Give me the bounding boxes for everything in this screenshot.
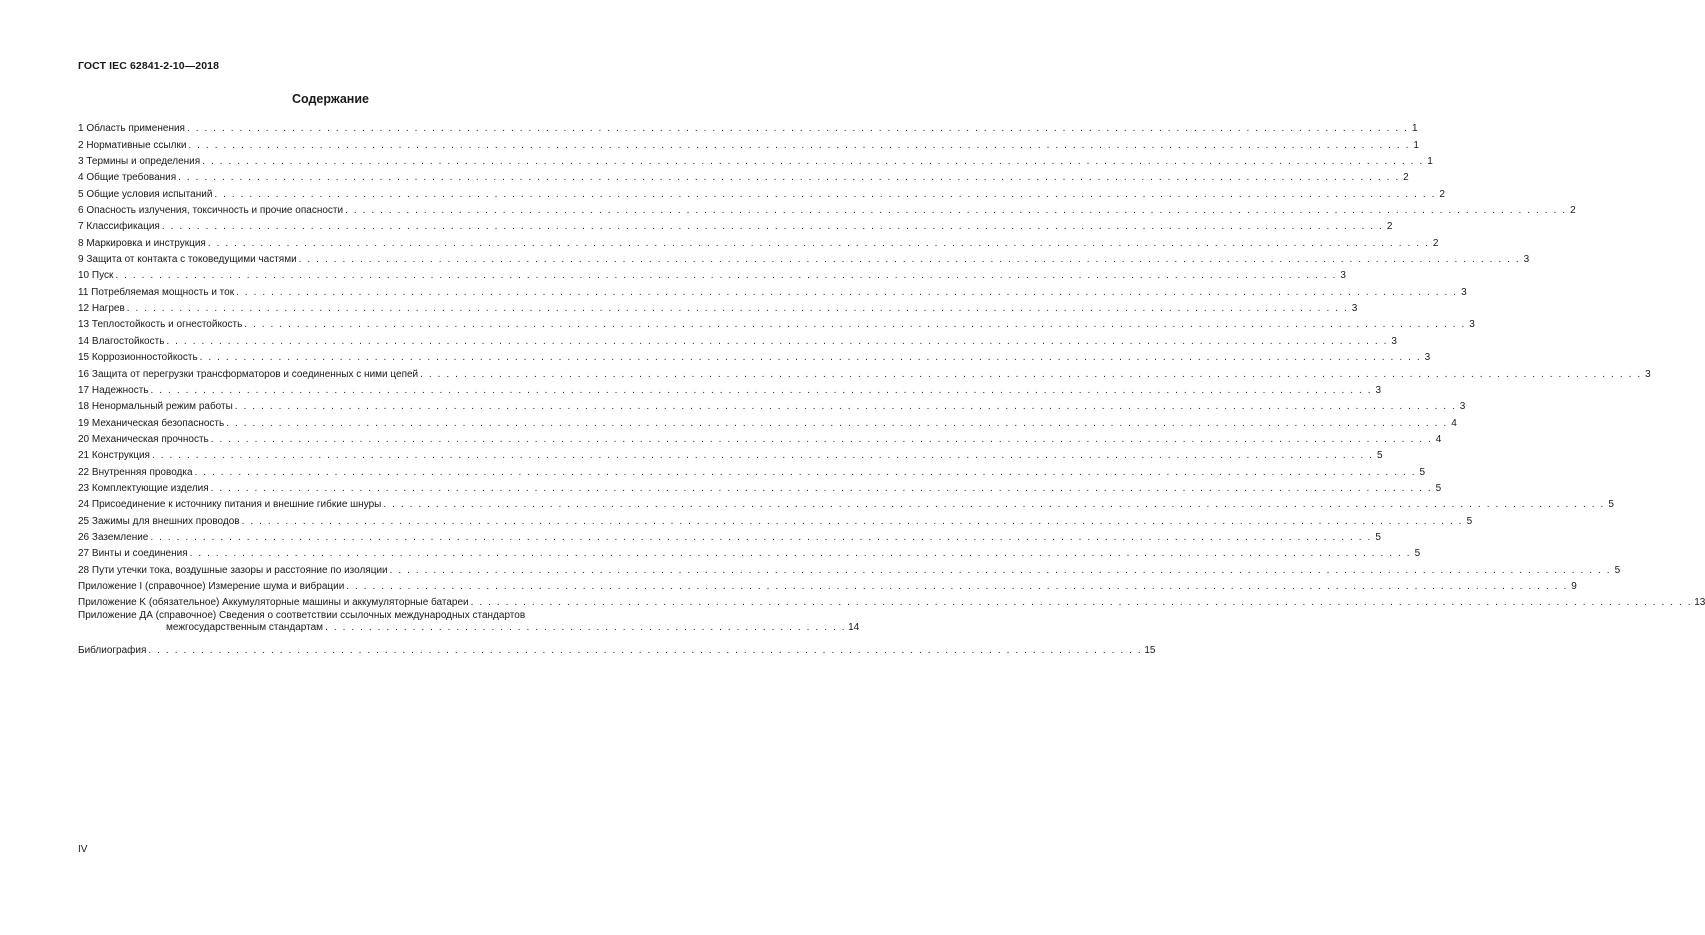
toc-entry-page: 3 <box>1375 384 1382 396</box>
toc-entry-label: Приложение I (справочное) Измерение шума и вибрации <box>78 580 345 592</box>
toc-entry-label: 7 Классификация <box>78 221 160 233</box>
toc-entry-label: 28 Пути утечки тока, воздушные зазоры и расстояние по изоляции <box>78 564 388 576</box>
toc-entry-label: Библиография <box>78 644 147 656</box>
toc-entry-page: 9 <box>1571 580 1577 592</box>
toc-entry-page: 5 <box>1414 548 1421 560</box>
toc-entry[interactable] <box>78 479 1442 495</box>
toc-entry-page: 15 <box>1144 644 1156 656</box>
toc-entry-label: 20 Механическая прочность <box>78 433 209 445</box>
toc-entry-page: 2 <box>1386 221 1393 233</box>
toc-entry[interactable] <box>78 397 1466 413</box>
toc-entry-page: 3 <box>1461 286 1467 298</box>
toc-leader: . . . . . . . . . . . . . . . . . . . . . . . . . . . . . . . . . . . . . . . . . . . . . . . . . . . . . . . . . . . . . . . . . . . . . . . . . . . . . . . . . . . . . . . . . . . . . . . . . . . . . . . . . . . . . . . . . . . . . . . . . . . . . . . . . . . . . . . . . . . . <box>161 221 1384 233</box>
toc-entry[interactable] <box>78 282 1467 298</box>
toc-entry[interactable] <box>78 593 1705 609</box>
toc-entry-page: 3 <box>1424 352 1431 364</box>
toc-entry-label: 18 Ненормальный режим работы <box>78 401 233 413</box>
toc-leader: . . . . . . . . . . . . . . . . . . . . . . . . . . . . . . . . . . . . . . . . . . . . . . . . . . . . . . . . . . . . . . . . . . . . . . . . . . . . . . . . . . . . . . . . . . . . . . . . . . . . . . . . . . . . . . . . . . . . . . . . . . . . . . . . . . . . . . . . . . . . <box>236 286 1458 298</box>
toc-leader: . . . . . . . . . . . . . . . . . . . . . . . . . . . . . . . . . . . . . . . . . . . . . . . . . . . . . . . . . . . . . . . . . . . . . . . . . . . . . . . . . . . . . . . . . . . . . . . . . . . . . . . . . . . . . . . . . . . . . . . . . . . . . . . . . . . . . . . . . . . . <box>202 156 1424 168</box>
toc-entry-label: 3 Термины и определения <box>78 156 201 168</box>
toc-entry[interactable] <box>78 184 1445 200</box>
toc-entry-label: 11 Потребляемая мощность и ток <box>78 286 235 298</box>
toc-entry-page: 3 <box>1459 401 1466 413</box>
toc-leader: . . . . . . . . . . . . . . . . . . . . . . . . . . . . . . . . . . . . . . . . . . . . . . . . . . . . . . . . . . . . . . . . . . . . . . . . . . . . . . . . . . . . . . . . . . . . . . . . . . . . . . . . . . . . . . . . . . . . . . . . . . . . . . . . . . . . . . . . . . . . <box>150 384 1373 396</box>
toc-entry-page: 1 <box>1427 156 1433 168</box>
toc-entry[interactable] <box>78 152 1433 168</box>
toc-entry-page: 14 <box>848 622 860 634</box>
toc-entry[interactable] <box>78 315 1475 331</box>
toc-leader: . . . . . . . . . . . . . . . . . . . . . . . . . . . . . . . . . . . . . . . . . . . . . . . . . . . . . . . . . . . . . . . . . . . . . . . . . . . . . . . . . . . . . . . . . . . . . . . . . . . . . . . . . . . . . . . . . . . . . . . . . . . . . . . . . . . . . . . . . . . . <box>345 205 1567 217</box>
toc-entry[interactable] <box>78 381 1382 397</box>
toc-entry-page: 4 <box>1451 417 1457 429</box>
toc-entry-page: 5 <box>1375 531 1381 543</box>
toc-entry-label: Приложение ДА (справочное) Сведения о соответствии ссылочных международных стандартов <box>78 610 526 622</box>
toc-entry-label: 2 Нормативные ссылки <box>78 139 187 151</box>
toc-entry-label: 16 Защита от перегрузки трансформаторов и соединенных с ними цепей <box>78 368 419 380</box>
toc-leader: . . . . . . . . . . . . . . . . . . . . . . . . . . . . . . . . . . . . . . . . . . . . . . . . . . . . . . . . . . . . . . . . . . . . . . . . . . . . . . . . . . . . . . . . . . . . . . . . . . . . . . . . . . . . . . . . . . . . . . . . . . . . . . . . . . . . . . . . . . . . <box>210 482 1433 494</box>
page-title: Содержание <box>291 92 369 106</box>
toc-entry[interactable] <box>78 119 1418 135</box>
toc-leader: . . . . . . . . . . . . . . . . . . . . . . . . . . . . . . . . . . . . . . . . . . . . . . . . . . . . . . . . . . . . . . . . . . . . . . . . . . . . . . . . . . . . . . . . . . . . . . . . . . . . . . . . . . . . . . . . . . . . . . . . . . . . . . . . . . . . . . . . . . . . <box>470 597 1693 609</box>
toc-entry[interactable] <box>78 511 1473 527</box>
toc-leader: . . . . . . . . . . . . . . . . . . . . . . . . . . . . . . . . . . . . . . . . . . . . . . . . . . . . . . . . . . . . . . . . . . . . . . . . . . . . . . . . . . . . . . . . . . . . . . . . . . . . . . . . . . . . . . . . . . . . . . . . . . . . . . . . . . . . . . . . . . . . <box>226 417 1448 429</box>
toc-entry-bibliography[interactable] <box>78 640 1156 656</box>
toc-entry-label: 6 Опасность излучения, токсичность и прочие опасности <box>78 205 344 217</box>
toc-entry-label: Приложение K (обязательное) Аккумуляторные машины и аккумуляторные батареи <box>78 597 469 609</box>
toc-entry-label: 26 Заземление <box>78 531 149 543</box>
toc-entry-label: 8 Маркировка и инструкция <box>78 237 206 249</box>
toc-entry-label: 23 Комплектующие изделия <box>78 482 209 494</box>
toc-entry-page: 4 <box>1435 433 1442 445</box>
toc-entry-label: 19 Механическая безопасность <box>78 417 225 429</box>
toc-leader: . . . . . . . . . . . . . . . . . . . . . . . . . . . . . . . . . . . . . . . . . . . . . . . . . . . . . . . . . . . . . . . . . . . . . . . . . . . . . . . . . . . . . . . . . . . . . . . . . . . . . . . . . . . . . . . . . . . . . . . . . . . . . . . . . . . . . . . . . . . . <box>126 303 1349 315</box>
toc-entry-page: 2 <box>1439 188 1445 200</box>
toc-entry[interactable] <box>78 201 1576 217</box>
toc-entry[interactable] <box>78 413 1457 429</box>
toc-entry-page: 3 <box>1469 319 1475 331</box>
toc-entry-label: 9 Защита от контакта с токоведущими частями <box>78 254 297 266</box>
toc-leader: . . . . . . . . . . . . . . . . . . . . . . . . . . . . . . . . . . . . . . . . . . . . . . . . . . . . . . . . . . . . . . . . . . . . . . . . . . . . . . . . . . . . . . . . . . . . . . . . . . . . . . . . . . . . . . . . . . . . . . . . . . . . . . . . . . . . . . . . . . . . <box>207 237 1430 249</box>
toc-entry[interactable] <box>78 446 1383 462</box>
toc-entry-label: 27 Винты и соединения <box>78 548 188 560</box>
toc-entry-page: 5 <box>1614 564 1621 576</box>
toc-entry[interactable] <box>78 348 1431 364</box>
toc-entry[interactable] <box>78 233 1439 249</box>
toc-entry[interactable] <box>78 528 1381 544</box>
table-of-contents <box>78 119 1705 657</box>
toc-entry-page: 3 <box>1523 254 1530 266</box>
toc-entry[interactable] <box>78 495 1614 511</box>
toc-entry-annex-da[interactable] <box>78 610 860 640</box>
toc-entry[interactable] <box>78 168 1409 184</box>
toc-leader: . . . . . . . . . . . . . . . . . . . . . . . . . . . . . . . . . . . . . . . . . . . . . . . . . . . . . . . . . . . . . . . . . . . . . . . . . . . . . . . . . . . . . . . . . . . . . . . . . . . . . . . . . . . . . . . . . . . . . . . . . . . . . . . . . . . . . . . . . . . . <box>383 499 1605 511</box>
toc-entry-page: 2 <box>1403 172 1409 184</box>
toc-entry-page: 5 <box>1435 482 1442 494</box>
toc-entry-page: 5 <box>1608 499 1614 511</box>
toc-entry-label: 13 Теплостойкость и огнестойкость <box>78 319 243 331</box>
toc-entry[interactable] <box>78 544 1421 560</box>
toc-entry-page: 2 <box>1432 237 1439 249</box>
toc-entry-page: 5 <box>1376 450 1383 462</box>
toc-leader: . . . . . . . . . . . . . . . . . . . . . . . . . . . . . . . . . . . . . . . . . . . . . . . . . . . . . . . . . . . . . . . . . . . . . . . . . . . . . . . . . . . . . . . . . . . . . . . . . . . . . . . . . . . . . . . . . . . . . . . . . . . . . . . . . . . . . . . . . . . . <box>166 335 1388 347</box>
toc-entry-label: 4 Общие требования <box>78 172 177 184</box>
toc-entry-page: 3 <box>1391 335 1397 347</box>
toc-leader: . . . . . . . . . . . . . . . . . . . . . . . . . . . . . . . . . . . . . . . . . . . . . . . . . . . . . . . . . . . . . . . . . . . . . . . . . . . . . . . . . . . . . . . . . . . . . . . . . . . . . . . . . . . . . . . . . . . . . . . . . . . . . . . . . . . . . . . . . . . . <box>178 172 1400 184</box>
toc-entry[interactable] <box>78 135 1419 151</box>
toc-entry-label: 22 Внутренняя проводка <box>78 466 193 478</box>
toc-leader: . . . . . . . . . . . . . . . . . . . . . . . . . . . . . . . . . . . . . . . . . . . . . . . . . . . . . . . . . . . . . . . . . . . . . . . . . . . . . . . . . . . . . . . . . . . . . . . . . . . . . . . . . . . . . . . . . . . . . . . . . . . . . . . . . . . . . . . . . . . . <box>199 352 1422 364</box>
toc-leader: . . . . . . . . . . . . . . . . . . . . . . . . . . . . . . . . . . . . . . . . . . . . . . . . . . . . . . . . . . . . . . . . . . . . . . . . . . . . . . . . . . . . . . . . . . . . . . . . . . . . . . . . . . . . . . . . . . . . . . . . . . . . . . . . . . . . . . . . . . . . <box>189 548 1412 560</box>
toc-entry-page: 1 <box>1411 123 1418 135</box>
toc-entry-label-continued: межгосударственным стандартам <box>166 622 324 634</box>
toc-entry-page: 5 <box>1466 515 1473 527</box>
toc-leader: . . . . . . . . . . . . . . . . . . . . . . . . . . . . . . . . . . . . . . . . . . . . . . . . . . . . . . . . . . . . . . . . . . . . . . . . . . . . . . . . . . . . . . . . . . . . . . . . . . . . . . . . . . . . . . . . . . . . . . . . . . . . . . . . . . . . . . . . . . . . <box>210 433 1433 445</box>
toc-leader: . . . . . . . . . . . . . . . . . . . . . . . . . . . . . . . . . . . . . . . . . . . . . . . . . . . . . . . . . . . . . . . . . . . . . . . . . . . . . . . . . . . . . . . . . . . . . . . . . . . . . . . . . . . . . . . . . . . . . . . . . . . . . . . . . . . . . . . . . . . . <box>346 580 1568 592</box>
toc-entry-label: 1 Область применения <box>78 123 185 135</box>
toc-leader: . . . . . . . . . . . . . . . . . . . . . . . . . . . . . . . . . . . . . . . . . . . . . . . . . . . . . . . . . . . . . . . . . . . . . . . . . . . . . . . . . . . . . . . . . . . . . . . . . . . . . . . . . . . . . . . . . . <box>148 644 1143 656</box>
toc-entry-page: 2 <box>1570 205 1576 217</box>
toc-entry[interactable] <box>78 250 1530 266</box>
toc-leader: . . . . . . . . . . . . . . . . . . . . . . . . . . . . . . . . . . . . . . . . . . . . . . . . . . . . . . . . . . . . . . . . . . . . . . . . . . . . . . . . . . . . . . . . . . . . . . . . . . . . . . . . . . . . . . . . . . . . . . . . . . . . . . . . . . . . . . . . . . . . <box>151 450 1374 462</box>
toc-leader: . . . . . . . . . . . . . . . . . . . . . . . . . . . . . . . . . . . . . . . . . . . . . . . . . . . . . . . . . . . . . . . . . . . . . . . . . . . . . . . . . . . . . . . . . . . . . . . . . . . . . . . . . . . . . . . . . . . . . . . . . . . . . . . . . . . . . . . . . . . . <box>389 564 1612 576</box>
toc-leader: . . . . . . . . . . . . . . . . . . . . . . . . . . . . . . . . . . . . . . . . . . . . . . . . . . . . . . . . . . . . . . . . . . . . . . . . . . . . . . . . . . . . . . . . . . . . . . . . . . . . . . . . . . . . . . . . . . . . . . . . . . . . . . . . . . . . . . . . . . . . <box>241 515 1464 527</box>
toc-entry-label: 14 Влагостойкость <box>78 335 165 347</box>
toc-entry-page: 3 <box>1340 270 1346 282</box>
toc-leader: . . . . . . . . . . . . . . . . . . . . . . . . . . . . . . . . . . . . . . . . . . . . . . . . . . . . . . . . . . . . . . . . . . . . . . . . . . . . . . . . . . . . . . . . . . . . . . . . . . . . . . . . . . . . . . . . . . . . . . . . . . . . . . . . . . . . . . . . . . . . <box>244 319 1466 331</box>
toc-leader: . . . . . . . . . . . . . . . . . . . . . . . . . . . . . . . . . . . . . . . . . . . . . . . . . . . . . . . . . . . . . . . . . . . . . . . . . . . . . . . . . . . . . . . . . . . . . . . . . . . . . . . . . . . . . . . . . . . . . . . . . . . . . . . . . . . . . . . . . . . . <box>115 270 1337 282</box>
toc-entry-page: 3 <box>1351 303 1358 315</box>
toc-entry[interactable] <box>78 462 1426 478</box>
toc-rows <box>78 119 1705 609</box>
toc-entry[interactable] <box>78 430 1442 446</box>
toc-entry[interactable] <box>78 266 1346 282</box>
toc-entry[interactable] <box>78 299 1358 315</box>
document-header: ГОСТ IEC 62841-2-10—2018 <box>78 60 220 72</box>
toc-entry-label: 10 Пуск <box>78 270 114 282</box>
toc-entry-label: 17 Надежность <box>78 384 149 396</box>
toc-entry[interactable] <box>78 364 1651 380</box>
toc-entry-label: 21 Конструкция <box>78 450 150 462</box>
toc-leader: . . . . . . . . . . . . . . . . . . . . . . . . . . . . . . . . . . . . . . . . . . . . . . . . . . . . . . . . . . . . . . . . . . . . . . . . . . . . . . . . . . . . . . . . . . . . . . . . . . . . . . . . . . . . . . . . . . . . . . . . . . . . . . . . . . . . . . . . . . . . <box>298 254 1521 266</box>
toc-entry-label: 12 Нагрев <box>78 303 125 315</box>
toc-entry-page: 1 <box>1413 139 1419 151</box>
toc-entry[interactable] <box>78 577 1577 593</box>
toc-entry[interactable] <box>78 217 1393 233</box>
toc-entry-label: 5 Общие условия испытаний <box>78 188 213 200</box>
toc-leader: . . . . . . . . . . . . . . . . . . . . . . . . . . . . . . . . . . . . . . . . . . . . . . . . . . . . . . . . . . . . . . . . . . . . . . . . . . . . . . . . . . . . . . . . . . . . . . . . . . . . . . . . . . . . . . . . . . . . . . . . . . . . . . . . . . . . . . . . . . . . <box>194 466 1417 478</box>
toc-leader: . . . . . . . . . . . . . . . . . . . . . . . . . . . . . . . . . . . . . . . . . . . . . . . . . . . . . . . . . . . . . . . . . . . . . . . . . . . . . . . . . . . . . . . . . . . . . . . . . . . . . . . . . . . . . . . . . . . . . . . . . . . . . . . . . . . . . . . . . . . . <box>186 123 1409 135</box>
toc-leader: . . . . . . . . . . . . . . . . . . . . . . . . . . . . . . . . . . . . . . . . . . . . . . . . . . . . . . . . . . . . <box>325 622 847 634</box>
toc-leader: . . . . . . . . . . . . . . . . . . . . . . . . . . . . . . . . . . . . . . . . . . . . . . . . . . . . . . . . . . . . . . . . . . . . . . . . . . . . . . . . . . . . . . . . . . . . . . . . . . . . . . . . . . . . . . . . . . . . . . . . . . . . . . . . . . . . . . . . . . . . <box>420 368 1642 380</box>
toc-entry-page: 5 <box>1419 466 1426 478</box>
toc-entry-label: 15 Коррозионностойкость <box>78 352 198 364</box>
toc-entry[interactable] <box>78 331 1397 347</box>
page-number: IV <box>78 844 88 855</box>
toc-entry-label: 25 Зажимы для внешних проводов <box>78 515 240 527</box>
toc-entry-label: 24 Присоединение к источнику питания и внешние гибкие шнуры <box>78 499 382 511</box>
toc-leader: . . . . . . . . . . . . . . . . . . . . . . . . . . . . . . . . . . . . . . . . . . . . . . . . . . . . . . . . . . . . . . . . . . . . . . . . . . . . . . . . . . . . . . . . . . . . . . . . . . . . . . . . . . . . . . . . . . . . . . . . . . . . . . . . . . . . . . . . . . . . <box>214 188 1436 200</box>
toc-leader: . . . . . . . . . . . . . . . . . . . . . . . . . . . . . . . . . . . . . . . . . . . . . . . . . . . . . . . . . . . . . . . . . . . . . . . . . . . . . . . . . . . . . . . . . . . . . . . . . . . . . . . . . . . . . . . . . . . . . . . . . . . . . . . . . . . . . . . . . . . . <box>150 531 1372 543</box>
toc-leader: . . . . . . . . . . . . . . . . . . . . . . . . . . . . . . . . . . . . . . . . . . . . . . . . . . . . . . . . . . . . . . . . . . . . . . . . . . . . . . . . . . . . . . . . . . . . . . . . . . . . . . . . . . . . . . . . . . . . . . . . . . . . . . . . . . . . . . . . . . . . <box>188 139 1410 151</box>
toc-entry[interactable] <box>78 560 1621 576</box>
toc-entry-page: 3 <box>1645 368 1651 380</box>
toc-leader: . . . . . . . . . . . . . . . . . . . . . . . . . . . . . . . . . . . . . . . . . . . . . . . . . . . . . . . . . . . . . . . . . . . . . . . . . . . . . . . . . . . . . . . . . . . . . . . . . . . . . . . . . . . . . . . . . . . . . . . . . . . . . . . . . . . . . . . . . . . . <box>234 401 1457 413</box>
toc-entry-page: 13 <box>1694 597 1705 609</box>
